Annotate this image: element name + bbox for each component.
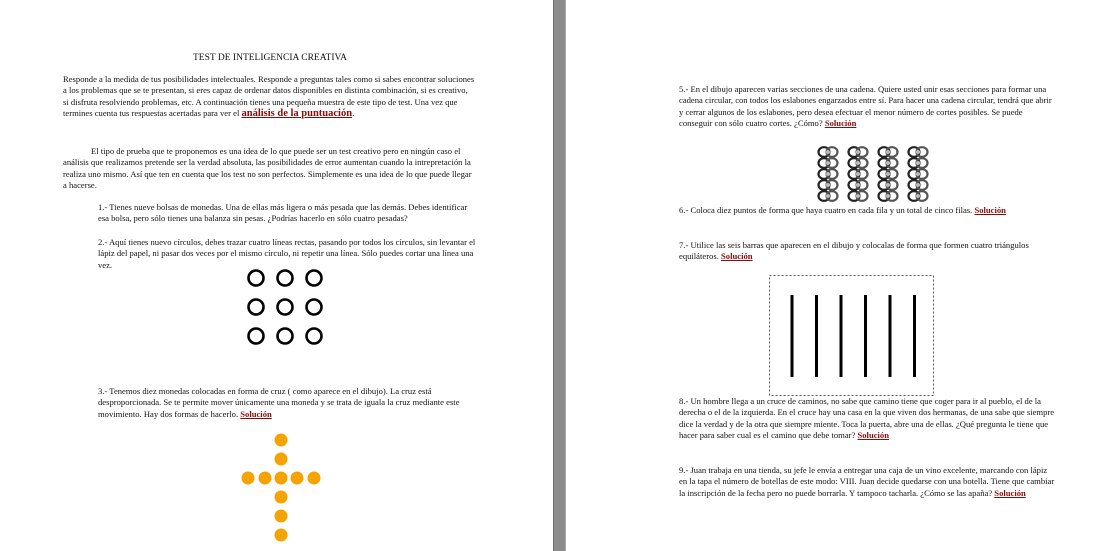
question-5 — [679, 84, 1054, 130]
intro-text: Responde a la medida de tus posibilidades intelectuales. Responde a preguntas tales como si sabes encontrar soluciones a los problemas que se te presentan, si eres capaz de ordenar datos disponibles en distinta combinación, si es creativo, si disfruta resolviendo problemas, etc. A continuación tienes una pequeña muestra de este tipo de test. Una vez que termines cuenta tus respuestas acertadas para ver el — [63, 74, 475, 119]
chain-link-shine — [916, 194, 920, 198]
chain-link-shine — [886, 172, 890, 176]
solution-link-3[interactable]: Solución — [240, 408, 272, 419]
chain-sections-figure — [811, 142, 929, 202]
chain-link-shine — [916, 183, 920, 187]
right-page — [566, 0, 1097, 551]
chain-link-shine — [886, 194, 890, 198]
solution-link-6[interactable]: Solución — [974, 205, 1006, 215]
solution-link-8[interactable]: Solución — [857, 430, 890, 441]
question-8 — [679, 396, 1057, 442]
chain-link-shine — [916, 150, 920, 154]
grid-circle — [307, 271, 322, 286]
document-title: TEST DE INTELIGENCIA CREATIVA — [192, 53, 347, 63]
coin — [275, 491, 288, 504]
coin — [291, 472, 304, 485]
solution-link-7[interactable]: Solución — [721, 251, 753, 262]
grid-circle — [307, 329, 322, 344]
grid-circle — [278, 271, 293, 286]
chain-link-shine — [826, 150, 830, 154]
chain-section — [879, 147, 898, 201]
coin — [275, 434, 288, 447]
solution-link-9[interactable]: Solución — [994, 487, 1026, 498]
grid-circle — [278, 329, 293, 344]
question-2: 2.- Aquí tienes nuevo círculos, debes trazar cuatro líneas rectas, pasando por todos los círculos, sin levantar el lápiz del papel, ni pasar dos veces por el mismo círculo, ni repetir una línea. Sólo puedes cortar una línea una vez. — [98, 237, 476, 270]
grid-circle — [307, 300, 322, 315]
chain-link-shine — [826, 183, 830, 187]
chain-section — [849, 147, 868, 201]
coin — [259, 472, 272, 485]
chain-section — [909, 147, 928, 201]
coin — [308, 472, 321, 485]
bars-frame — [770, 276, 934, 396]
question-3 — [98, 386, 476, 420]
page-gutter — [553, 0, 566, 551]
six-bars-figure — [769, 275, 934, 396]
coin — [275, 529, 288, 542]
chain-link-shine — [886, 161, 890, 165]
analysis-link[interactable]: análisis de la puntuación — [241, 108, 353, 120]
question-6-text: 6.- Coloca diez puntos de forma que haya cuatro en cada fila y un total de cinco filas. — [679, 205, 973, 215]
chain-link-shine — [886, 150, 890, 154]
intro-paragraph — [63, 74, 475, 120]
solution-link-5[interactable]: Solución — [824, 118, 857, 129]
question-7 — [679, 240, 1059, 263]
chain-section — [819, 147, 838, 201]
question-1: 1.- Tienes nueve bolsas de monedas. Una de ellas más ligera o más pesada que las demás. Debes identificar esa bolsa, pero sólo tienes una balanza sin pesas. ¿Podrías hacerlo en sólo cuatro pesadas? — [98, 202, 468, 224]
disclaimer-paragraph: El tipo de prueba que te proponemos es una idea de lo que puede ser un test creativo pero en ningún caso el análisis que realizamos pretende ser la verdad absoluta, las posibilidades de error aumentan cuando la intrepretación la realiza uno mismo. Así que ten en cuenta que los test no son perfectos. Simplemente es una idea de lo que puede llegar a hacerse. — [63, 146, 472, 191]
grid-circle — [278, 300, 293, 315]
chain-link-shine — [826, 194, 830, 198]
chain-link-shine — [886, 183, 890, 187]
grid-circle — [249, 300, 264, 315]
chain-link-shine — [856, 161, 860, 165]
chain-link-shine — [856, 183, 860, 187]
intro-end: . — [352, 108, 355, 119]
question-7-text: 7.- Utilice las seis barras que aparecen en el dibujo y colocalas de forma que formen cuatro triángulos equiláteros. — [679, 240, 1029, 262]
question-3-text: 3.- Tenemos diez monedas colocadas en forma de cruz ( como aparece en el dibujo). La cruz está desproporcionada. Se te permite mover únicamente una moneda y se trata de iguala la cruz mediante este movimiento. Hay dos formas de hacerlo. — [98, 386, 460, 419]
question-9-text: 9.- Juan trabaja en una tienda, su jefe le envía a entregar una caja de un vino excelente, marcando con lápiz en la tapa el número de botellas de este modo: VIII. Juan decide quedarse con una botella. Tiene que cambiar la inscripción de la fecha pero no puede borrarla. Y tampoco tacharla. ¿Cómo se las apaña? — [679, 465, 1055, 498]
coin — [242, 472, 255, 485]
nine-circles-figure — [240, 262, 330, 352]
chain-link-shine — [856, 172, 860, 176]
question-5-text: 5.- En el dibujo aparecen varias secciones de una cadena. Quiere usted unir esas secciones para formar una cadena circular, con todos los eslabones engarzados entre sí. Para hacer una cadena circular, tendrá que abrir y cerrar algunos de los eslabones, pero desea efectuar el menor número de cortes posibles. Se puede conseguir con sólo cuatro cortes. ¿Cómo? — [679, 84, 1052, 129]
chain-link-shine — [826, 172, 830, 176]
chain-link-shine — [856, 150, 860, 154]
grid-circle — [249, 329, 264, 344]
question-8-text: 8.- Un hombre llega a un cruce de caminos, no sabe que camino tiene que coger para ir al pueblo, el de la derecha o el de la izquierda. En el cruce hay una casa en la que viven dos hermanas, de una sabe que siempre dice la verdad y de la otra que siempre miente. Toca la puerta, abre una de ellas. ¿Qué pregunta le tiene que hacer para saber cual es el camino que debe tomar? — [679, 396, 1055, 441]
question-9 — [679, 465, 1057, 499]
chain-link-shine — [916, 161, 920, 165]
coin — [275, 453, 288, 466]
chain-link-shine — [916, 172, 920, 176]
chain-link-shine — [856, 194, 860, 198]
coin — [275, 472, 288, 485]
grid-circle — [249, 271, 264, 286]
question-6 — [679, 205, 1064, 216]
coin — [275, 510, 288, 523]
coin-cross-figure — [238, 430, 328, 545]
chain-link-shine — [826, 161, 830, 165]
